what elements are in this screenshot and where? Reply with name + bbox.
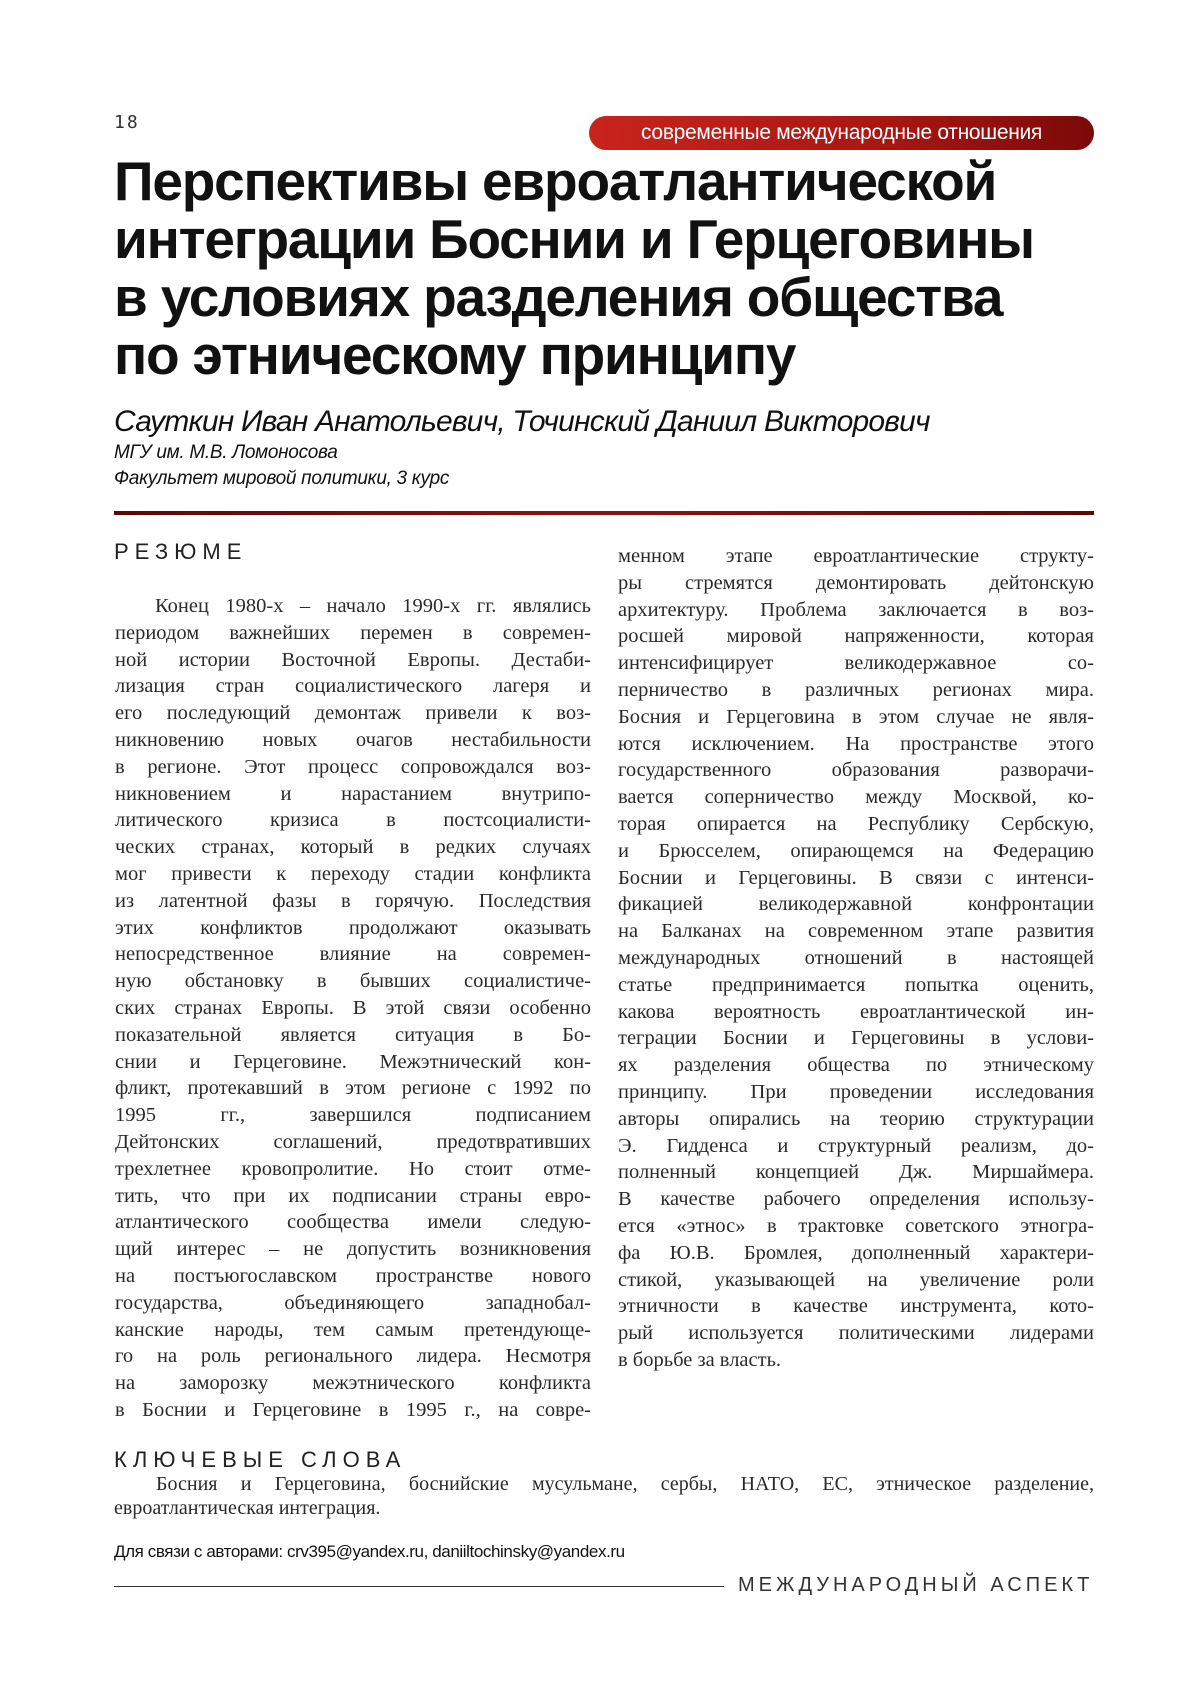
text-line: ях разделения общества по этническому — [618, 1054, 1094, 1077]
text-line: росшей мировой напряженности, которая — [618, 625, 1094, 648]
text-line: Конец 1980-х – начало 1990-х гг. являлись — [155, 595, 591, 617]
text-line: его последующий демонтаж привели к воз- — [115, 702, 591, 725]
header-divider — [114, 511, 1094, 515]
university: МГУ им. М.В. Ломоносова — [114, 442, 338, 463]
text-line: и Брюсселем, опирающемся на Федерацию — [618, 839, 1094, 862]
text-line: ских странах Европы. В этой связи особенно — [115, 996, 591, 1019]
text-line: ры стремятся демонтировать дейтонскую — [618, 571, 1094, 594]
text-line: международных отношений в настоящей — [618, 946, 1094, 969]
contact-info: Для связи с авторами: crv395@yandex.ru, daniiltochinsky@yandex.ru — [114, 1542, 625, 1561]
text-line: на постъюгославском пространстве нового — [115, 1264, 591, 1287]
text-line: снии и Герцеговине. Межэтнический кон- — [115, 1050, 591, 1073]
text-line: государственного образования разворачи- — [618, 759, 1094, 782]
text-line: какова вероятность евроатлантической ин- — [618, 1000, 1094, 1023]
text-line: мог привести к переходу стадии конфликта — [115, 862, 591, 885]
faculty: Факультет мировой политики, 3 курс — [114, 468, 450, 489]
text-line: В качестве рабочего определения использу- — [618, 1188, 1094, 1211]
text-line: вается соперничество между Москвой, ко- — [618, 786, 1094, 809]
keywords-text: Босния и Герцеговина, боснийские мусульмане, сербы, НАТО, ЕС, этническое разделение, евроатлантическая интеграция. — [114, 1473, 1094, 1519]
resume-heading: РЕЗЮМЕ — [114, 539, 248, 564]
article-title — [114, 152, 1114, 384]
resume-column-left — [115, 593, 591, 1424]
text-line: этничности в качестве инструмента, кото- — [618, 1295, 1094, 1318]
text-line: показательной является ситуация в Бо- — [115, 1023, 591, 1046]
footer-divider — [114, 1586, 724, 1587]
text-line: го на роль регионального лидера. Несмотря — [115, 1345, 591, 1368]
text-line: из латентной фазы в горячую. Последствия — [115, 889, 591, 912]
text-line: фикацией великодержавной конфронтации — [618, 893, 1094, 916]
text-line: на заморозку межэтнического конфликта — [115, 1372, 591, 1395]
text-line: периодом важнейших перемен в современ- — [115, 621, 591, 644]
text-line: никновению новых очагов нестабильности — [115, 728, 591, 751]
text-line: в регионе. Этот процесс сопровождался воз- — [115, 755, 591, 778]
text-line: ется «этнос» в трактовке советского этногра- — [618, 1214, 1094, 1237]
text-line: непосредственное влияние на современ- — [115, 943, 591, 966]
text-line: статье предпринимается попытка оценить, — [618, 973, 1094, 996]
text-line: 1995 гг., завершился подписанием — [115, 1104, 591, 1127]
text-line: канские народы, тем самым претендующе- — [115, 1318, 591, 1341]
title-line: в условиях разделения общества — [114, 266, 1003, 328]
resume-column-right — [618, 543, 1094, 1374]
text-line: стикой, указывающей на увеличение роли — [618, 1268, 1094, 1291]
journal-name: МЕЖДУНАРОДНЫЙ АСПЕКТ — [738, 1574, 1094, 1596]
text-line: принципу. При проведении исследования — [618, 1080, 1094, 1103]
text-line: ную обстановку в бывших социалистиче- — [115, 970, 591, 993]
text-line: перничество в различных регионах мира. — [618, 678, 1094, 701]
text-line: на Балканах на современном этапе развития — [618, 920, 1094, 943]
text-line: ной истории Восточной Европы. Дестаби- — [115, 648, 591, 671]
text-line: Э. Гидденса и структурный реализм, до- — [618, 1134, 1094, 1157]
text-line: литического кризиса в постсоциалисти- — [115, 809, 591, 832]
authors: Сауткин Иван Анатольевич, Точинский Даниил Викторович — [114, 405, 930, 438]
page-number: 18 — [114, 112, 140, 133]
text-line: ческих странах, который в редких случаях — [115, 836, 591, 859]
text-line: ются исключением. На пространстве этого — [618, 732, 1094, 755]
affiliation — [114, 440, 449, 492]
text-line: этих конфликтов продолжают оказывать — [115, 916, 591, 939]
title-line: Перспективы евроатлантической — [114, 150, 997, 212]
keywords-heading: КЛЮЧЕВЫЕ СЛОВА — [114, 1447, 407, 1472]
text-line: Босния и Герцеговина в этом случае не явля- — [618, 705, 1094, 728]
text-line: атлантического сообщества имели следую- — [115, 1211, 591, 1234]
text-line: архитектуру. Проблема заключается в воз- — [618, 598, 1094, 621]
text-line: в борьбе за власть. — [618, 1348, 782, 1371]
text-line: тить, что при их подписании страны евро- — [115, 1184, 591, 1207]
text-line: фликт, протекавший в этом регионе с 1992 по — [115, 1077, 591, 1100]
text-line: фа Ю.В. Бромлея, дополненный характери- — [618, 1241, 1094, 1264]
text-line: рый используется политическими лидерами — [618, 1322, 1094, 1345]
text-line: интенсифицирует великодержавное со- — [618, 652, 1094, 675]
text-line: Боснии и Герцеговины. В связи с интенси- — [618, 866, 1094, 889]
text-line: торая опирается на Республику Сербскую, — [618, 812, 1094, 835]
text-line: теграции Боснии и Герцеговины в услови- — [618, 1027, 1094, 1050]
text-line: менном этапе евроатлантические структу- — [618, 545, 1094, 567]
text-line: авторы опирались на теорию структурации — [618, 1107, 1094, 1130]
text-line: в Боснии и Герцеговине в 1995 г., на совре- — [115, 1398, 591, 1421]
text-line: щий интерес – не допустить возникновения — [115, 1238, 591, 1261]
text-line: государства, объединяющего западнобал- — [115, 1291, 591, 1314]
text-line: полненный концепцией Дж. Миршаймера. — [618, 1161, 1094, 1184]
title-line: интеграции Боснии и Герцеговины — [114, 208, 1034, 270]
section-badge: современные международные отношения — [589, 116, 1094, 150]
text-line: лизация стран социалистического лагеря и — [115, 675, 591, 698]
text-line: Дейтонских соглашений, предотвративших — [115, 1130, 591, 1153]
title-line: по этническому принципу — [114, 324, 796, 386]
text-line: никновением и нарастанием внутрипо- — [115, 782, 591, 805]
text-line: трехлетнее кровопролитие. Но стоит отме- — [115, 1157, 591, 1180]
